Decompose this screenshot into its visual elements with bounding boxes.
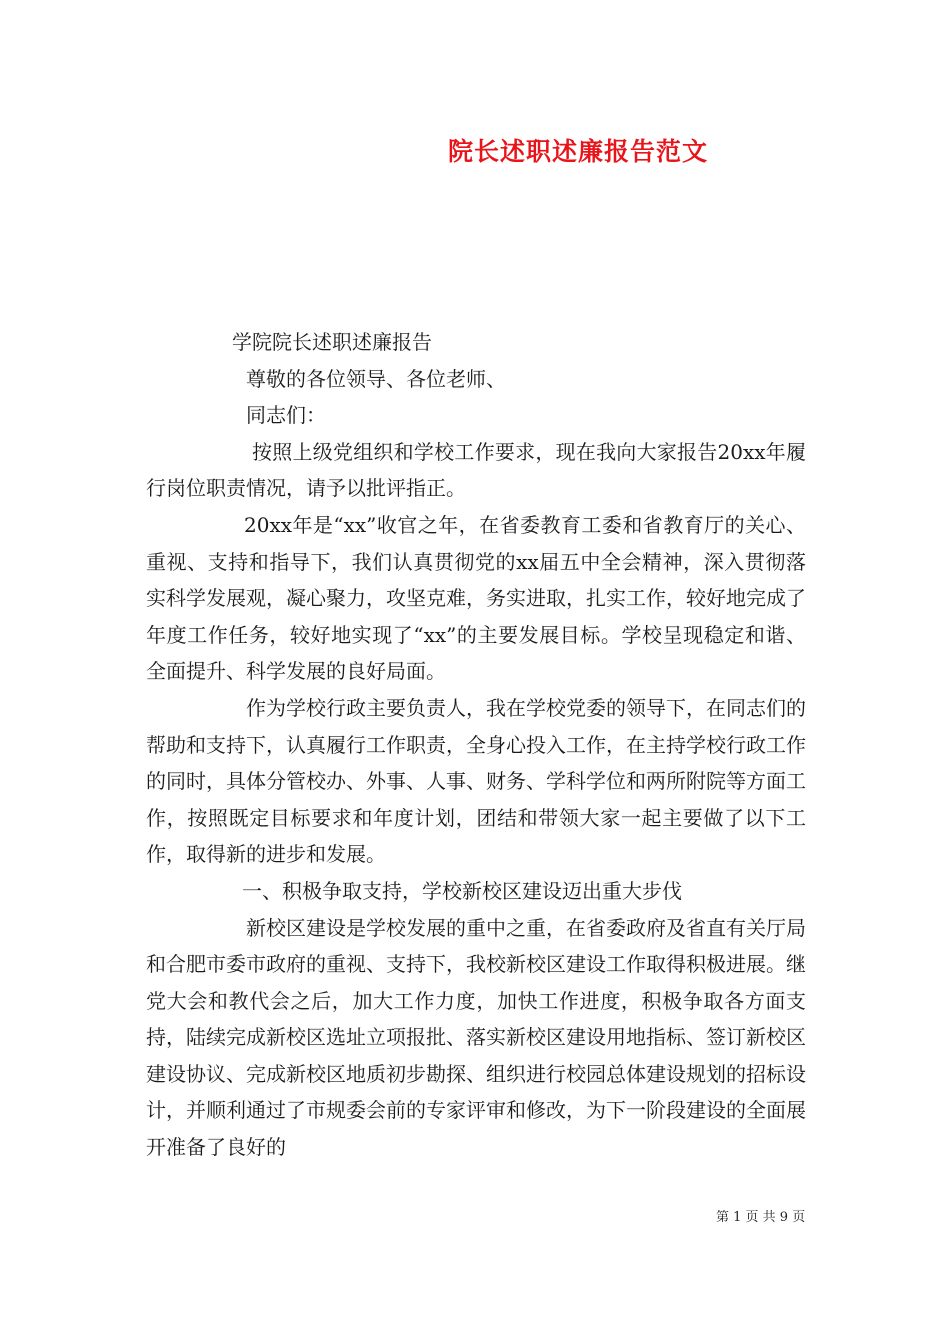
document-title: 院长述职述廉报告范文 (448, 137, 709, 166)
document-body (146, 324, 806, 1166)
section-paragraph: 新校区建设是学校发展的重中之重，在省委政府及省直有关厅局和合肥市委市政府的重视、支持下，我校新校区建设工作取得积极进展。继党大会和教代会之后，加大工作力度，加快工作进度，积极争取各方面支持，陆续完成新校区选址立项报批、落实新校区建设用地指标、签订新校区建设协议、完成新校区地质初步勘探、组织进行校园总体建设规划的招标设计，并顺利通过了市规委会前的专家评审和修改，为下一阶段建设的全面展开准备了良好的 (146, 915, 806, 1160)
page-number-footer: 第 1 页 共 9 页 (716, 1210, 806, 1225)
report-subtitle: 学院院长述职述廉报告 (232, 330, 432, 354)
paragraph-summary: 20xx年是“xx”收官之年，在省委教育工委和省教育厅的关心、重视、支持和指导下，我们认真贯彻党的xx届五中全会精神，深入贯彻落实科学发展观，凝心聚力，攻坚克难，务实进取，扎实工作，较好地完成了年度工作任务，较好地实现了“xx”的主要发展目标。学校呈现稳定和谐、全面提升、科学发展的良好局面。 (146, 512, 806, 684)
section-heading: 一、积极争取支持，学校新校区建设迈出重大步伐 (242, 878, 682, 903)
greeting-line-2: 同志们： (246, 403, 326, 428)
greeting-line-1: 尊敬的各位领导、各位老师、 (246, 366, 506, 391)
paragraph-intro: 按照上级党组织和学校工作要求，现在我向大家报告20xx年履行岗位职责情况，请予以批评指正。 (146, 439, 806, 501)
paragraph-duties: 作为学校行政主要负责人，我在学校党委的领导下，在同志们的帮助和支持下，认真履行工作职责，全身心投入工作，在主持学校行政工作的同时，具体分管校办、外事、人事、财务、学科学位和两所附院等方面工作，按照既定目标要求和年度计划，团结和带领大家一起主要做了以下工作，取得新的进步和发展。 (146, 695, 806, 867)
